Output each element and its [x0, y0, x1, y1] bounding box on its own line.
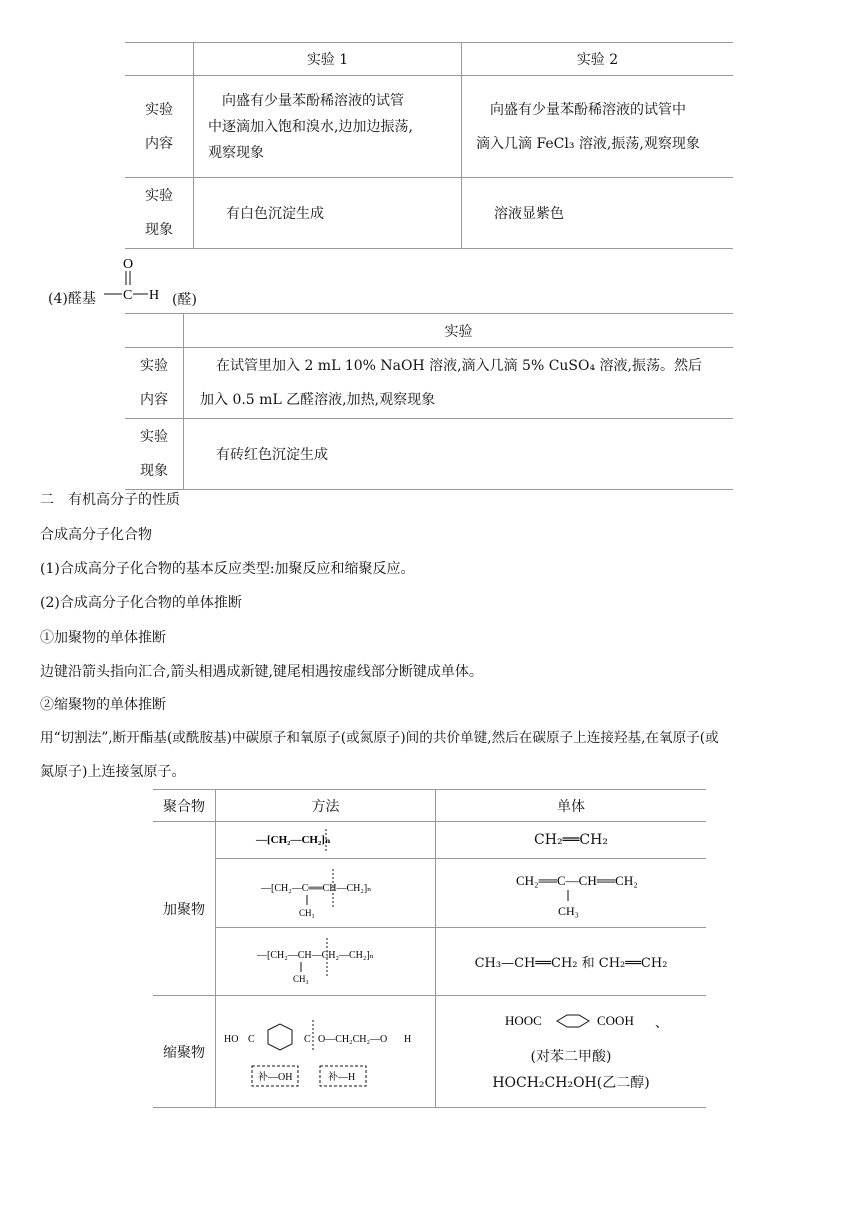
monomer-3: CH₃—CH══CH₂ 和 CH₂══CH₂ — [436, 928, 707, 996]
paragraph-1: 合成高分子化合物 — [40, 527, 152, 543]
paragraph-2: (1)合成高分子化合物的基本反应类型:加聚反应和缩聚反应。 — [40, 561, 415, 577]
method-1 — [216, 822, 436, 859]
monomer-2 — [436, 859, 707, 928]
table2-row2-label: 实验 现象 — [125, 419, 184, 490]
table1-row2-c1: 有白色沉淀生成 — [194, 178, 462, 249]
aldehyde-suffix: (醛) — [172, 292, 197, 308]
experiment-table-1 — [125, 42, 733, 249]
svg-text:—[CH₂—C══CH—CH₂]ₙ: —[CH₂—C══CH—CH₂]ₙ — [260, 883, 371, 894]
table2-row1-label: 实验 内容 — [125, 348, 184, 419]
table1-row2-label: 实验 现象 — [125, 178, 194, 249]
svg-text:CH₃: CH₃ — [292, 973, 309, 984]
svg-text:C: C — [304, 1033, 311, 1045]
table1-row1-label: 实验 内容 — [125, 76, 194, 178]
method-3 — [216, 928, 436, 996]
table1-col1: 实验 1 — [194, 43, 462, 76]
svg-text:H: H — [404, 1033, 412, 1045]
aldehyde-structure — [100, 252, 180, 308]
svg-text:C: C — [248, 1033, 255, 1045]
table3-condensation: 缩聚物 — [153, 996, 216, 1108]
aldehyde-c: C — [123, 288, 133, 303]
aldehyde-o: O — [123, 257, 134, 272]
table3-h1: 聚合物 — [153, 790, 216, 822]
monomer-table — [153, 789, 706, 1108]
svg-text:—[CH₂—CH—CH₂—CH₂]ₙ: —[CH₂—CH—CH₂—CH₂]ₙ — [256, 949, 374, 961]
table3-h2: 方法 — [216, 790, 436, 822]
table2-row1-text: 在试管里加入 2 mL 10% NaOH 溶液,滴入几滴 5% CuSO₄ 溶液,振荡。然后 加入 0.5 mL 乙醛溶液,加热,观察现象 — [184, 348, 734, 419]
table1-row1-c2: 向盛有少量苯酚稀溶液的试管中 滴入几滴 FeCl₃ 溶液,振荡,观察现象 — [462, 76, 734, 178]
monomer-5: HOCH₂CH₂OH(乙二醇) — [492, 1075, 650, 1091]
aldehyde-prefix: (4)醛基 — [48, 291, 96, 307]
svg-text:补—H: 补—H — [328, 1071, 356, 1083]
table2-col: 实验 — [184, 314, 734, 348]
table3-h3: 单体 — [436, 790, 707, 822]
method-4 — [216, 996, 436, 1108]
svg-text:、: 、 — [655, 1015, 669, 1030]
method-2 — [216, 859, 436, 928]
monomer-4 — [436, 996, 707, 1108]
table1-row1-c1: 向盛有少量苯酚稀溶液的试管 中逐滴加入饱和溴水,边加边振荡, 观察现象 — [194, 76, 462, 178]
svg-text:HOOC: HOOC — [505, 1013, 542, 1028]
svg-text:—[CH₂—CH₂]ₙ: —[CH₂—CH₂]ₙ — [255, 834, 331, 846]
svg-text:CH₃: CH₃ — [298, 908, 315, 918]
section-heading: 二 有机高分子的性质 — [40, 492, 180, 508]
paragraph-7: 用“切割法”,断开酯基(或酰胺基)中碳原子和氧原子(或氮原子)间的共价单键,然后在碳原子上连接羟基,在氧原子(或 — [40, 730, 719, 746]
table1-col2: 实验 2 — [462, 43, 734, 76]
paragraph-5: 边键沿箭头指向汇合,箭头相遇成新键,键尾相遇按虚线部分断键成单体。 — [40, 664, 483, 680]
paragraph-4: ①加聚物的单体推断 — [40, 630, 166, 646]
aldehyde-h: H — [149, 288, 160, 303]
svg-text:CH₃: CH₃ — [558, 904, 579, 918]
svg-text:COOH: COOH — [597, 1013, 634, 1028]
paragraph-8: 氮原子)上连接氢原子。 — [40, 764, 186, 780]
svg-text:O—CH₂CH₂—O: O—CH₂CH₂—O — [318, 1033, 388, 1045]
table2-row2-text: 有砖红色沉淀生成 — [184, 419, 734, 490]
svg-text:HO: HO — [224, 1033, 239, 1045]
table1-row2-c2: 溶液显紫色 — [462, 178, 734, 249]
monomer-1: CH₂══CH₂ — [436, 822, 707, 859]
table3-addition: 加聚物 — [153, 822, 216, 996]
experiment-table-2 — [125, 313, 733, 490]
monomer-4-name: (对苯二甲酸) — [530, 1049, 612, 1065]
paragraph-6: ②缩聚物的单体推断 — [40, 697, 166, 713]
svg-text:补—OH: 补—OH — [258, 1071, 293, 1083]
svg-text:CH₂══C—CH══CH₂: CH₂══C—CH══CH₂ — [516, 873, 638, 888]
paragraph-3: (2)合成高分子化合物的单体推断 — [40, 595, 242, 611]
